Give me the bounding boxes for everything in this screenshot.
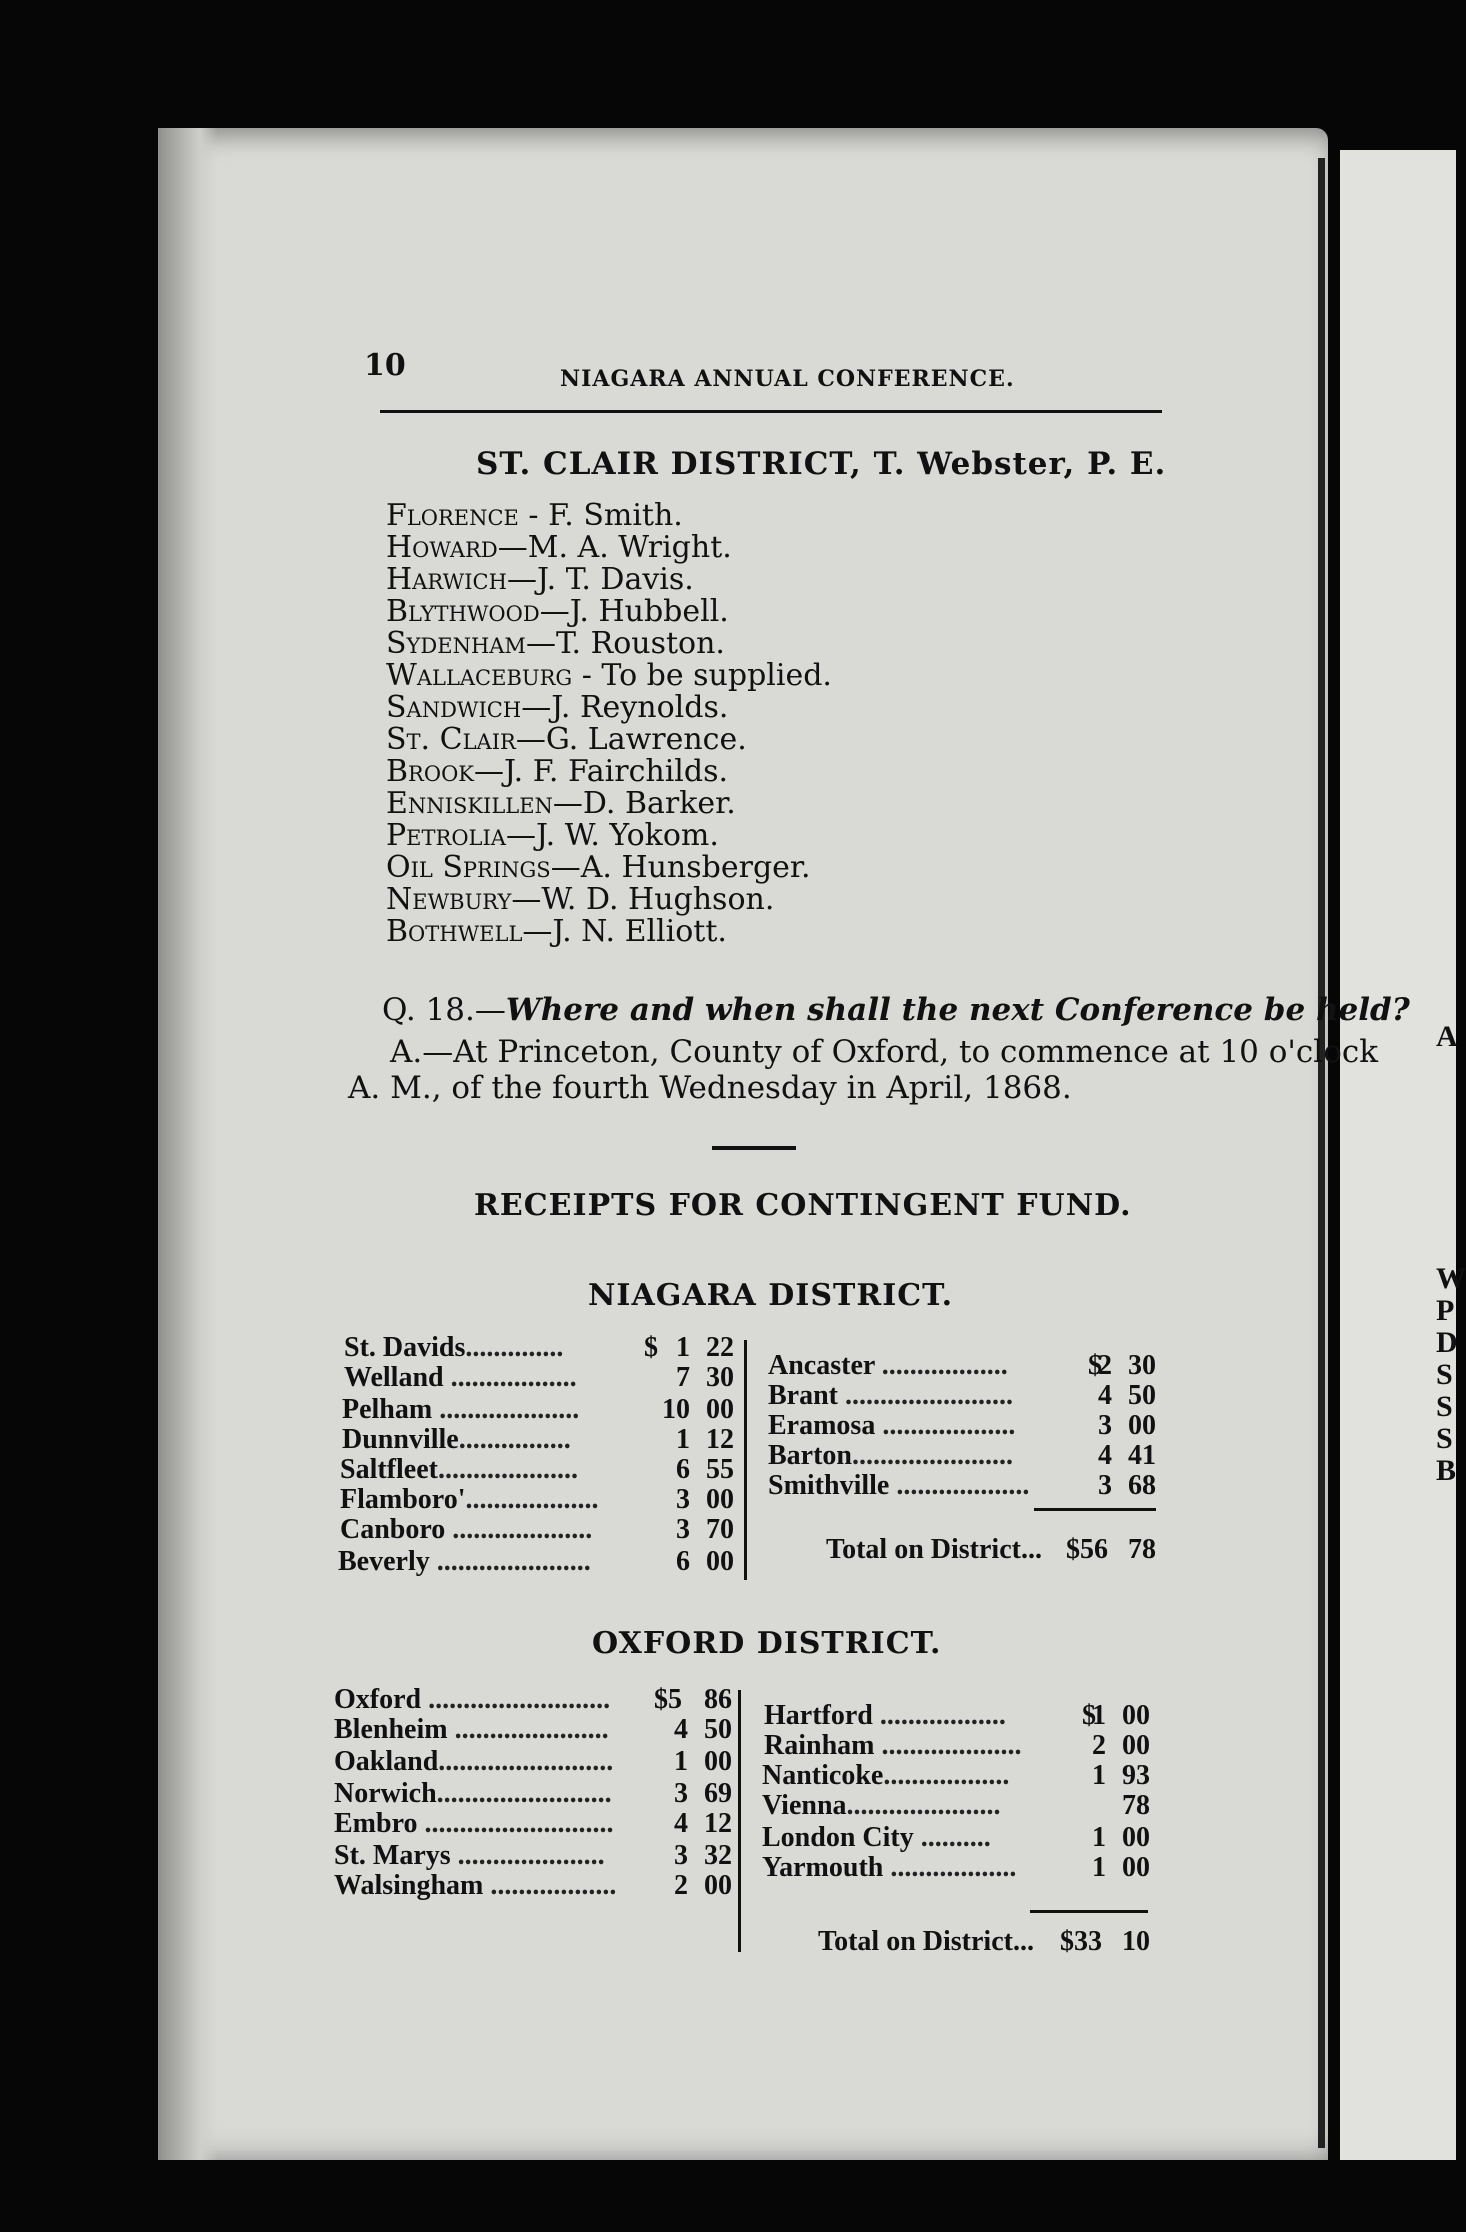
receipt-row: Eramosa ................... 3 00 [768,1410,1156,1441]
receipt-row: Nanticoke.................. 1 93 [762,1760,1150,1791]
total-rule [1030,1910,1148,1913]
receipt-row: Rainham .................... 2 00 [764,1730,1150,1761]
adjacent-page-fragment: B [1436,1454,1457,1487]
receipt-row: Blenheim ...................... 4 50 [334,1714,732,1745]
section-divider [712,1146,796,1150]
receipt-row: Flamboro'................... 3 00 [340,1484,734,1515]
appointment-row: Blythwood—J. Hubbell. [386,594,729,629]
oxford-total-row: Total on District... $33 10 [818,1926,1150,1957]
receipt-row: Yarmouth .................. 1 00 [762,1852,1150,1883]
receipt-row: Dunnville................ 1 12 [342,1424,734,1455]
adjacent-page-fragment: S [1436,1390,1453,1423]
appointment-row: Florence - F. Smith. [386,498,683,533]
receipt-row: Oxford .......................... $5 86 [334,1684,732,1715]
st-clair-heading: ST. CLAIR DISTRICT, T. Webster, P. E. [476,446,1167,482]
receipt-row: Brant ........................ 4 50 [768,1380,1156,1411]
receipt-row: Ancaster .................. $ 2 30 [768,1350,1156,1381]
receipt-row: Welland .................. 7 30 [344,1362,734,1393]
column-divider [738,1690,741,1952]
appointment-row: Oil Springs—A. Hunsberger. [386,850,811,885]
adjacent-page-fragment: A [1436,1020,1458,1053]
receipt-row: Barton....................... 4 41 [768,1440,1156,1471]
appointment-row: Wallaceburg - To be supplied. [386,658,832,693]
receipt-row: Smithville ................... 3 68 [768,1470,1156,1501]
receipt-row: London City .......... 1 00 [762,1822,1150,1853]
question-18: Q. 18.—Where and when shall the next Conference be held? [382,992,1410,1028]
adjacent-page-fragment: P [1436,1294,1455,1327]
receipts-heading: RECEIPTS FOR CONTINGENT FUND. [474,1188,1132,1223]
column-divider [744,1340,747,1580]
receipt-row: Norwich......................... 3 69 [334,1778,732,1809]
oxford-heading: OXFORD DISTRICT. [592,1626,942,1661]
receipt-row: Saltfleet.................... 6 55 [340,1454,734,1485]
receipt-row: Oakland......................... 1 00 [334,1746,732,1777]
appointment-row: Petrolia—J. W. Yokom. [386,818,719,853]
answer-line-1: A.—At Princeton, County of Oxford, to commence at 10 o'clock [390,1034,1379,1070]
appointment-row: Sandwich—J. Reynolds. [386,690,729,725]
adjacent-page-fragment: W [1436,1262,1466,1295]
adjacent-page-fragment: S [1436,1358,1453,1391]
receipt-row: Hartford .................. $ 1 00 [764,1700,1150,1731]
adjacent-page-fragment: D [1436,1326,1458,1359]
niagara-heading: NIAGARA DISTRICT. [588,1278,954,1313]
receipt-row: Beverly ...................... 6 00 [338,1546,734,1577]
appointment-row: Bothwell—J. N. Elliott. [386,914,727,949]
niagara-total-row: Total on District... $56 78 [826,1534,1156,1565]
appointment-row: Newbury—W. D. Hughson. [386,882,775,917]
appointment-row: Sydenham—T. Rouston. [386,626,725,661]
running-head: NIAGARA ANNUAL CONFERENCE. [560,366,1015,392]
appointment-row: Brook—J. F. Fairchilds. [386,754,729,789]
total-rule [1034,1508,1156,1511]
receipt-row: Canboro .................... 3 70 [340,1514,734,1545]
adjacent-page-fragment: S [1436,1422,1453,1455]
receipt-row: St. Davids.............. $ 1 22 [344,1332,734,1363]
receipt-row: St. Marys ..................... 3 32 [334,1840,732,1871]
appointment-row: Enniskillen—D. Barker. [386,786,736,821]
header-rule [380,410,1162,413]
page-number: 10 [364,348,406,383]
answer-line-2: A. M., of the fourth Wednesday in April, 1868. [348,1070,1072,1106]
appointment-row: Harwich—J. T. Davis. [386,562,694,597]
receipt-row: Pelham .................... 10 00 [342,1394,734,1425]
appointment-row: St. Clair—G. Lawrence. [386,722,747,757]
receipt-row: Embro ........................... 4 12 [334,1808,732,1839]
receipt-row: Walsingham .................. 2 00 [334,1870,732,1901]
appointment-row: Howard—M. A. Wright. [386,530,732,565]
receipt-row: Vienna...................... 78 [762,1790,1150,1821]
